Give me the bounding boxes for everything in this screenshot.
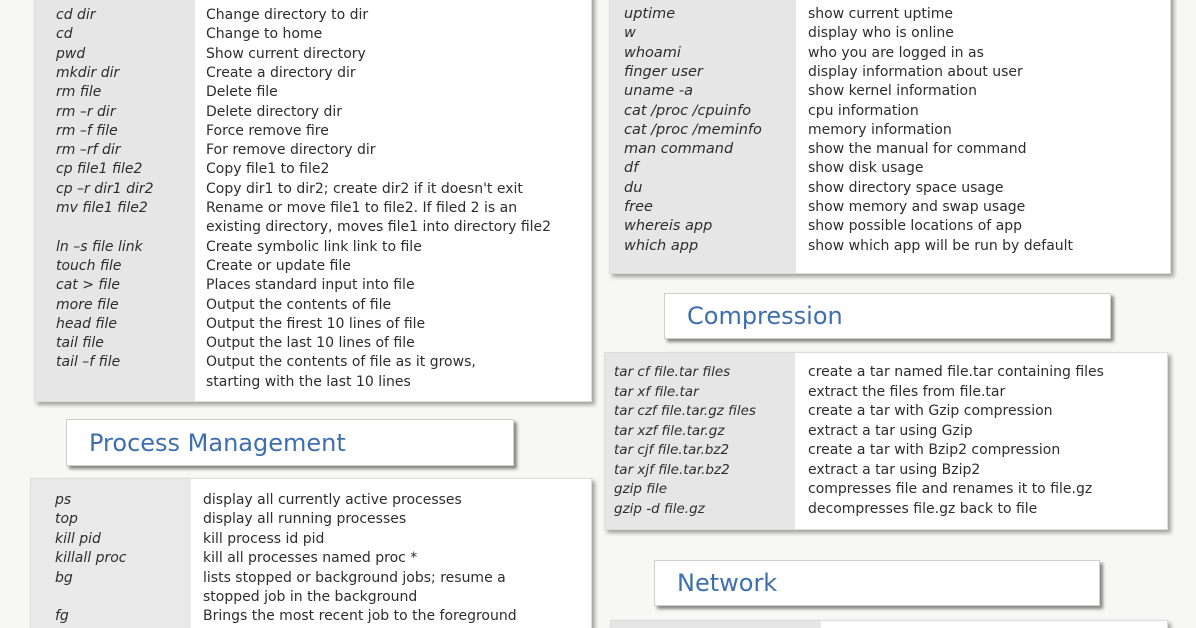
command-description: Change to home <box>206 26 323 43</box>
command-name: df <box>624 160 639 177</box>
command-name: rm –f file <box>56 122 118 139</box>
command-description: create a tar named file.tar containing files <box>808 364 1104 380</box>
command-description: Copy file1 to file2 <box>206 161 330 178</box>
command-name: rm –r dir <box>56 103 116 120</box>
command-name: whereis app <box>624 218 713 235</box>
command-name: tar xzf file.tar.gz <box>614 422 725 439</box>
command-description: Delete file <box>206 84 278 101</box>
command-description: extract a tar using Bzip2 <box>808 461 981 478</box>
command-name: cd <box>56 26 73 43</box>
command-name: touch file <box>56 257 122 274</box>
command-description: extract a tar using Gzip <box>808 422 973 439</box>
command-description: Output the last 10 lines of file <box>206 335 415 352</box>
command-name: tail file <box>56 335 104 352</box>
command-description: display information about user <box>808 63 1023 80</box>
command-name: tar xjf file.tar.bz2 <box>614 461 730 478</box>
command-description: show kernel information <box>808 83 977 100</box>
command-name: tar cf file.tar files <box>614 364 731 380</box>
command-description: Show current directory <box>206 45 366 62</box>
command-description: For remove directory dir <box>206 142 376 159</box>
command-description: create a tar with Bzip2 compression <box>808 442 1061 458</box>
command-name: tar czf file.tar.gz files <box>614 403 756 419</box>
command-name: more file <box>56 296 119 313</box>
command-description: show directory space usage <box>808 179 1004 196</box>
command-name: head file <box>56 315 117 332</box>
command-name: ps <box>55 492 72 508</box>
command-column <box>611 621 821 628</box>
command-name: du <box>624 179 643 196</box>
command-name: rm file <box>56 84 102 101</box>
command-description: Output the firest 10 lines of file <box>206 315 426 332</box>
command-description: cpu information <box>808 102 919 119</box>
command-description: who you are logged in as <box>808 44 984 61</box>
command-name: uname -a <box>624 83 694 100</box>
command-name: kill pid <box>55 530 101 547</box>
command-description: Output the contents of file as it grows, <box>206 354 476 371</box>
command-description: Force remove fire <box>206 122 329 139</box>
command-name: tar xf file.tar <box>614 383 699 400</box>
command-description: memory information <box>808 121 952 138</box>
command-name: tail –f file <box>56 354 121 371</box>
command-description: show memory and swap usage <box>808 199 1026 215</box>
compression-panel <box>604 352 1168 530</box>
command-description: show current uptime <box>808 6 953 22</box>
system-info-panel <box>609 0 1171 274</box>
command-description: kill process id pid <box>203 530 325 547</box>
command-description: stopped job in the background <box>203 588 418 605</box>
command-description: display all currently active processes <box>203 492 462 508</box>
command-name: bg <box>55 569 73 586</box>
command-name: free <box>624 199 653 215</box>
command-name: finger user <box>624 63 703 80</box>
network-title: Network <box>677 569 778 597</box>
command-name: top <box>55 511 78 528</box>
compression-title: Compression <box>687 302 843 330</box>
command-description: Create a directory dir <box>206 64 356 81</box>
command-name: which app <box>624 237 699 254</box>
command-name: man command <box>624 141 734 158</box>
file-commands-panel <box>34 0 592 402</box>
command-name: cd dir <box>56 7 96 23</box>
command-description: display who is online <box>808 25 954 42</box>
command-name: ln –s file link <box>56 238 143 255</box>
command-name: cp file1 file2 <box>56 161 143 178</box>
command-name: tar cjf file.tar.bz2 <box>614 442 730 458</box>
command-description: Create or update file <box>206 257 351 274</box>
command-name: pwd <box>56 45 86 62</box>
command-name: mv file1 file2 <box>56 200 148 216</box>
command-description: Brings the most recent job to the foreground <box>203 608 517 625</box>
command-name: uptime <box>624 6 676 22</box>
command-description: show which app will be run by default <box>808 237 1074 254</box>
command-name: w <box>624 25 636 42</box>
command-description: Copy dir1 to dir2; create dir2 if it doesn't exit <box>206 180 523 197</box>
process-management-heading <box>66 419 514 466</box>
command-description: show the manual for command <box>808 141 1027 158</box>
command-description: show possible locations of app <box>808 218 1022 235</box>
process-management-title: Process Management <box>89 428 346 457</box>
command-name: mkdir dir <box>56 64 120 81</box>
command-description: Rename or move file1 to file2. If filed 2 is an <box>206 200 518 216</box>
command-description: decompresses file.gz back to file <box>808 500 1038 517</box>
command-description: Places standard input into file <box>206 277 415 294</box>
command-description: existing directory, moves file1 into directory file2 <box>206 219 552 236</box>
command-name: cat /proc /cpuinfo <box>624 102 752 119</box>
command-description: starting with the last 10 lines <box>206 373 411 390</box>
command-description: lists stopped or background jobs; resume a <box>203 569 506 586</box>
command-description: create a tar with Gzip compression <box>808 403 1053 419</box>
command-name: cat /proc /meminfo <box>624 121 762 138</box>
process-management-panel <box>30 478 592 628</box>
command-name: rm –rf dir <box>56 142 121 159</box>
command-description: Create symbolic link link to file <box>206 238 422 255</box>
command-description: Delete directory dir <box>206 103 343 120</box>
command-name: killall proc <box>55 550 127 567</box>
command-description: extract the files from file.tar <box>808 383 1006 400</box>
command-name: gzip file <box>614 481 668 497</box>
command-name: whoami <box>624 44 681 61</box>
command-name: cat > file <box>56 277 120 294</box>
command-name: cp –r dir1 dir2 <box>56 180 154 197</box>
network-heading <box>654 560 1100 606</box>
command-name: fg <box>55 608 69 625</box>
compression-heading <box>664 293 1111 339</box>
command-description: display all running processes <box>203 511 407 528</box>
network-panel <box>610 620 1168 628</box>
command-description: Output the contents of file <box>206 296 392 313</box>
command-name: gzip -d file.gz <box>614 500 705 517</box>
command-description: compresses file and renames it to file.gz <box>808 481 1093 497</box>
command-description: kill all processes named proc * <box>203 550 418 567</box>
command-description: Change directory to dir <box>206 7 369 23</box>
command-description: show disk usage <box>808 160 924 177</box>
